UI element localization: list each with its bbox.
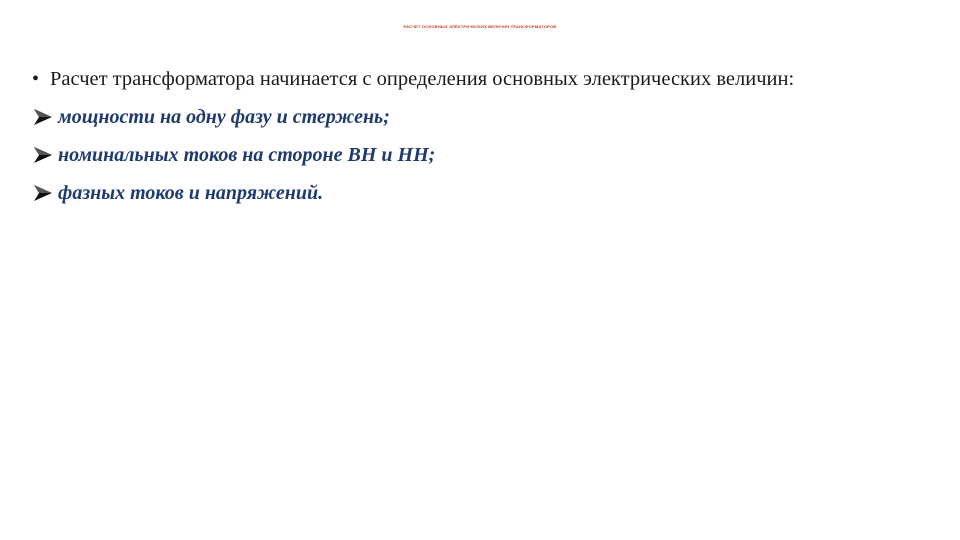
intro-paragraph xyxy=(32,66,932,92)
slide-title: РАСЧЕТ ОСНОВНЫХ ЭЛЕКТРИЧЕСКИХ ВЕЛИЧИН ТРАНСФОРМАТОРОВ xyxy=(403,24,557,29)
list-item-text: фазных токов и напряжений. xyxy=(58,181,324,204)
arrowhead-bullet-icon xyxy=(32,108,54,126)
list-item-text: номинальных токов на стороне ВН и НН; xyxy=(58,143,436,166)
slide-content xyxy=(32,66,932,218)
arrowhead-bullet-icon xyxy=(32,184,54,202)
intro-text: Расчет трансформатора начинается с определения основных электрических величин: xyxy=(50,68,795,90)
list-item xyxy=(32,104,932,130)
arrowhead-bullet-icon xyxy=(32,146,54,164)
list-item xyxy=(32,180,932,206)
bullet-dot-icon: • xyxy=(32,68,40,90)
bullet-list xyxy=(32,104,932,206)
list-item xyxy=(32,142,932,168)
list-item-text: мощности на одну фазу и стержень; xyxy=(58,105,390,128)
